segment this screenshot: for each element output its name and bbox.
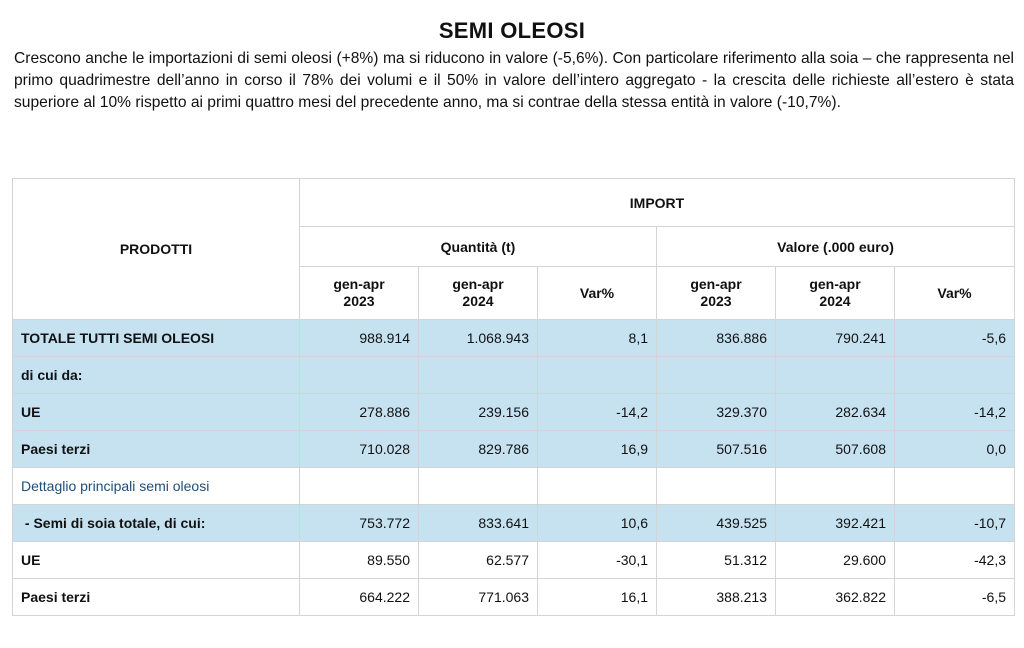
period-header: gen-apr 2023 (300, 267, 419, 320)
row-label: TOTALE TUTTI SEMI OLEOSI (13, 320, 300, 357)
import-table (12, 178, 1015, 616)
cell-val-2024 (776, 357, 895, 394)
cell-qty-2024: 833.641 (419, 505, 538, 542)
page-title: SEMI OLEOSI (438, 18, 586, 43)
value-header: Valore (.000 euro) (657, 227, 1015, 267)
cell-val-var: -6,5 (895, 579, 1015, 616)
cell-qty-2023: 710.028 (300, 431, 419, 468)
cell-qty-2024: 829.786 (419, 431, 538, 468)
row-label: Paesi terzi (13, 579, 300, 616)
cell-val-2024: 282.634 (776, 394, 895, 431)
cell-qty-2023: 89.550 (300, 542, 419, 579)
table-row (13, 579, 1015, 616)
cell-val-var (895, 468, 1015, 505)
row-label: UE (13, 542, 300, 579)
cell-qty-var (538, 357, 657, 394)
cell-val-var (895, 357, 1015, 394)
cell-qty-var: 10,6 (538, 505, 657, 542)
table-row (13, 357, 1015, 394)
cell-qty-2023: 753.772 (300, 505, 419, 542)
quantity-header: Quantità (t) (300, 227, 657, 267)
cell-val-2023: 388.213 (657, 579, 776, 616)
cell-qty-2024: 62.577 (419, 542, 538, 579)
row-label: di cui da: (13, 357, 300, 394)
cell-val-var: -14,2 (895, 394, 1015, 431)
table-row (13, 468, 1015, 505)
cell-qty-2024: 771.063 (419, 579, 538, 616)
period-header: gen-apr 2023 (657, 267, 776, 320)
cell-qty-2024 (419, 468, 538, 505)
cell-val-var: -5,6 (895, 320, 1015, 357)
row-label: - Semi di soia totale, di cui: (13, 505, 300, 542)
cell-val-2024: 392.421 (776, 505, 895, 542)
cell-val-2023: 329.370 (657, 394, 776, 431)
period-header: gen-apr 2024 (776, 267, 895, 320)
cell-val-var: -10,7 (895, 505, 1015, 542)
cell-qty-2023: 278.886 (300, 394, 419, 431)
cell-val-2023 (657, 357, 776, 394)
cell-val-2024 (776, 468, 895, 505)
cell-val-2023: 51.312 (657, 542, 776, 579)
cell-qty-var: -14,2 (538, 394, 657, 431)
cell-val-2023 (657, 468, 776, 505)
cell-val-var: -42,3 (895, 542, 1015, 579)
cell-val-2024: 790.241 (776, 320, 895, 357)
cell-qty-var: 16,1 (538, 579, 657, 616)
cell-val-2024: 507.608 (776, 431, 895, 468)
cell-qty-2024: 1.068.943 (419, 320, 538, 357)
cell-val-var: 0,0 (895, 431, 1015, 468)
products-header: PRODOTTI (13, 179, 300, 320)
cell-qty-2023 (300, 468, 419, 505)
cell-qty-2023: 664.222 (300, 579, 419, 616)
cell-val-2024: 362.822 (776, 579, 895, 616)
var-header: Var% (538, 267, 657, 320)
cell-qty-2023: 988.914 (300, 320, 419, 357)
var-header: Var% (895, 267, 1015, 320)
row-label: UE (13, 394, 300, 431)
cell-val-2023: 836.886 (657, 320, 776, 357)
cell-val-2023: 507.516 (657, 431, 776, 468)
cell-qty-2023 (300, 357, 419, 394)
cell-qty-var: 8,1 (538, 320, 657, 357)
cell-val-2023: 439.525 (657, 505, 776, 542)
cell-qty-var: 16,9 (538, 431, 657, 468)
cell-val-2024: 29.600 (776, 542, 895, 579)
import-header: IMPORT (300, 179, 1015, 227)
cell-qty-2024 (419, 357, 538, 394)
table-row (13, 542, 1015, 579)
period-header: gen-apr 2024 (419, 267, 538, 320)
row-label: Paesi terzi (13, 431, 300, 468)
section-label: Dettaglio principali semi oleosi (13, 468, 300, 505)
cell-qty-var (538, 468, 657, 505)
cell-qty-2024: 239.156 (419, 394, 538, 431)
intro-paragraph: Crescono anche le importazioni di semi oleosi (+8%) ma si riducono in valore (-5,6%). Con particolare riferimento alla soia – che rappresenta nel primo quadrimestre dell’anno in corso il 78% dei volumi e il 50% in valore dell’intero aggregato - la crescita delle richieste all’estero è stata superiore al 10% rispetto ai primi quattro mesi del precedente anno, ma si contrae della stessa entità in valore (-10,7%). (14, 50, 1014, 111)
table-row (13, 431, 1015, 468)
table-row (13, 394, 1015, 431)
table-row (13, 505, 1015, 542)
table-row (13, 320, 1015, 357)
cell-qty-var: -30,1 (538, 542, 657, 579)
